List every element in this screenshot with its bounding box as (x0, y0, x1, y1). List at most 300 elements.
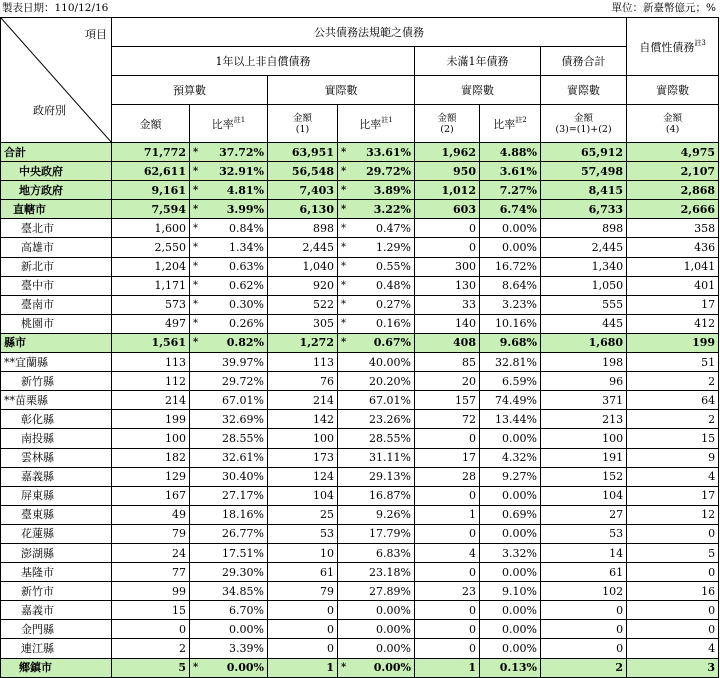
actual-ratio-cell (338, 295, 415, 314)
table-row (1, 543, 719, 562)
budget-amount-cell: 1,600 (112, 219, 190, 238)
row-label: 連江縣 (1, 639, 112, 658)
star-mark: * (193, 280, 198, 292)
star-mark: * (341, 299, 346, 311)
actual-header-3: 實際數 (541, 76, 627, 105)
budget-ratio-cell (190, 353, 268, 372)
actual-ratio-cell (338, 658, 415, 677)
star-mark: * (341, 662, 347, 674)
budget-amount-cell: 5 (112, 658, 190, 677)
ratio-value: 32.61% (222, 451, 264, 465)
ratio-value: 3.89% (373, 183, 411, 197)
ratio-value: 39.97% (222, 355, 264, 369)
table-row (1, 219, 719, 238)
budget-amount-cell: 100 (112, 429, 190, 448)
budget-amount-cell: 182 (112, 448, 190, 467)
star-mark: * (341, 261, 346, 273)
budget-ratio-cell (190, 639, 268, 658)
short-ratio-cell: 0.00% (480, 563, 541, 582)
self-liq-amount-cell: 199 (627, 333, 719, 352)
actual-amount-cell: 104 (268, 486, 338, 505)
actual-amount-cell: 0 (268, 639, 338, 658)
budget-amount-cell: 24 (112, 543, 190, 562)
table-row (1, 639, 719, 658)
actual-amount-cell: 920 (268, 276, 338, 295)
actual-amount-cell: 113 (268, 353, 338, 372)
row-label: **宜蘭縣 (1, 353, 112, 372)
ratio-value: 23.18% (369, 565, 411, 579)
star-mark: * (193, 222, 198, 234)
short-amount-cell: 0 (415, 563, 480, 582)
budget-amount-cell: 2 (112, 639, 190, 658)
actual-ratio-cell (338, 543, 415, 562)
ratio-value: 32.69% (222, 412, 264, 426)
self-liq-amount-cell: 2 (627, 410, 719, 429)
star-mark: * (193, 318, 198, 330)
actual-ratio-cell (338, 372, 415, 391)
actual-amount-cell: 25 (268, 505, 338, 524)
ratio-value: 0.16% (376, 317, 411, 331)
budget-ratio-cell (190, 582, 268, 601)
ratio-value: 23.26% (369, 412, 411, 426)
total-amount-cell: 1,340 (541, 257, 627, 276)
table-row (1, 486, 719, 505)
table-row (1, 372, 719, 391)
row-label: 澎湖縣 (1, 543, 112, 562)
short-amount-cell: 1,962 (415, 143, 480, 162)
self-liq-amount-cell: 401 (627, 276, 719, 295)
actual-ratio-cell (338, 219, 415, 238)
budget-amount-header: 金額 (112, 105, 190, 143)
self-liq-amount-cell: 0 (627, 620, 719, 639)
actual-amount-cell: 173 (268, 448, 338, 467)
ratio-value: 4.81% (226, 183, 264, 197)
self-liq-amount-cell: 1,041 (627, 257, 719, 276)
ratio-value: 37.72% (219, 145, 264, 159)
star-mark: * (341, 203, 347, 215)
budget-amount-cell: 167 (112, 486, 190, 505)
budget-amount-cell: 99 (112, 582, 190, 601)
actual-ratio-cell (338, 162, 415, 181)
actual-amount-cell: 53 (268, 524, 338, 543)
actual-ratio-cell (338, 505, 415, 524)
actual-ratio-cell (338, 563, 415, 582)
row-label: 彰化縣 (1, 410, 112, 429)
short-ratio-cell: 4.88% (480, 143, 541, 162)
budget-ratio-cell (190, 601, 268, 620)
budget-ratio-cell (190, 372, 268, 391)
short-ratio-cell: 10.16% (480, 314, 541, 333)
short-ratio-cell: 3.61% (480, 162, 541, 181)
ratio-value: 20.20% (369, 374, 411, 388)
row-label: 合計 (1, 143, 112, 162)
row-label: 嘉義市 (1, 601, 112, 620)
table-row (1, 162, 719, 181)
star-mark: * (193, 146, 199, 158)
total-amount-cell: 198 (541, 353, 627, 372)
total-amount-cell: 898 (541, 219, 627, 238)
budget-amount-cell: 62,611 (112, 162, 190, 181)
total-amount-cell: 1,680 (541, 333, 627, 352)
budget-ratio-cell (190, 448, 268, 467)
budget-ratio-cell (190, 238, 268, 257)
row-label: 雲林縣 (1, 448, 112, 467)
self-liq-amount-cell: 0 (627, 563, 719, 582)
ratio-value: 0.00% (229, 622, 264, 636)
table-row (1, 314, 719, 333)
actual-amount-cell: 305 (268, 314, 338, 333)
short-ratio-cell: 9.27% (480, 467, 541, 486)
actual-amount-cell: 56,548 (268, 162, 338, 181)
ratio-value: 29.30% (222, 565, 264, 579)
star-mark: * (193, 299, 198, 311)
budget-ratio-cell (190, 543, 268, 562)
actual-amount-cell: 7,403 (268, 181, 338, 200)
actual-amount-cell: 522 (268, 295, 338, 314)
actual-ratio-cell (338, 353, 415, 372)
ratio-value: 0.30% (229, 298, 264, 312)
table-row (1, 143, 719, 162)
row-label: 臺中市 (1, 276, 112, 295)
budget-amount-cell: 112 (112, 372, 190, 391)
ratio-value: 3.99% (226, 202, 264, 216)
actual-ratio-cell (338, 467, 415, 486)
star-mark: * (193, 242, 198, 254)
actual-ratio-cell (338, 333, 415, 352)
ratio-value: 0.00% (376, 603, 411, 617)
self-liq-amount-cell: 9 (627, 448, 719, 467)
budget-ratio-cell (190, 658, 268, 677)
actual-amount-cell: 79 (268, 582, 338, 601)
actual-amount-cell: 6,130 (268, 200, 338, 219)
table-row (1, 333, 719, 352)
ratio-value: 31.11% (369, 451, 411, 465)
row-label: 直轄市 (1, 200, 112, 219)
star-mark: * (193, 337, 199, 349)
total-amount-cell: 14 (541, 543, 627, 562)
short-amount-cell: 33 (415, 295, 480, 314)
ratio-value: 33.61% (366, 145, 411, 159)
budget-ratio-cell (190, 505, 268, 524)
row-label: 屏東縣 (1, 486, 112, 505)
star-mark: * (193, 261, 198, 273)
self-liq-amount-cell: 16 (627, 582, 719, 601)
ratio-value: 67.01% (222, 393, 264, 407)
short-amount-cell: 0 (415, 524, 480, 543)
short-ratio-cell: 0.00% (480, 429, 541, 448)
total-amount-cell: 27 (541, 505, 627, 524)
self-liq-amount-cell: 2 (627, 372, 719, 391)
budget-amount-cell: 1,171 (112, 276, 190, 295)
short-ratio-cell: 0.13% (480, 658, 541, 677)
actual-amount-cell: 898 (268, 219, 338, 238)
budget-ratio-cell (190, 162, 268, 181)
total-amount-cell: 0 (541, 601, 627, 620)
row-label: 花蓮縣 (1, 524, 112, 543)
debt-table (0, 17, 719, 678)
actual-ratio-cell (338, 276, 415, 295)
total-amount-cell: 0 (541, 639, 627, 658)
row-label: 中央政府 (1, 162, 112, 181)
row-label: 地方政府 (1, 181, 112, 200)
self-liq-amount-cell: 17 (627, 486, 719, 505)
actual-ratio-cell (338, 582, 415, 601)
short-ratio-cell: 0.00% (480, 524, 541, 543)
ratio-value: 3.22% (373, 202, 411, 216)
self-liq-amount-cell: 4,975 (627, 143, 719, 162)
short-ratio-cell: 13.44% (480, 410, 541, 429)
actual-ratio-cell (338, 639, 415, 658)
short-ratio-cell: 0.69% (480, 505, 541, 524)
ratio-value: 29.72% (222, 374, 264, 388)
short-ratio-cell: 0.00% (480, 639, 541, 658)
short-amount-cell: 140 (415, 314, 480, 333)
row-label: **苗栗縣 (1, 391, 112, 410)
budget-ratio-cell (190, 257, 268, 276)
budget-amount-cell: 15 (112, 601, 190, 620)
short-ratio-cell: 0.00% (480, 219, 541, 238)
ratio-value: 0.55% (376, 260, 411, 274)
budget-ratio-cell (190, 200, 268, 219)
total-amount-cell: 371 (541, 391, 627, 410)
short-amount-cell: 4 (415, 543, 480, 562)
ratio-value: 0.84% (229, 221, 264, 235)
short-amount-cell: 157 (415, 391, 480, 410)
table-row (1, 410, 719, 429)
short-amount-cell: 0 (415, 429, 480, 448)
ratio-value: 1.34% (229, 241, 264, 255)
short-ratio-cell: 8.64% (480, 276, 541, 295)
table-row (1, 601, 719, 620)
budget-amount-cell: 199 (112, 410, 190, 429)
short-ratio-cell: 6.59% (480, 372, 541, 391)
actual-ratio-cell (338, 410, 415, 429)
star-mark: * (341, 184, 347, 196)
table-row (1, 505, 719, 524)
row-label: 南投縣 (1, 429, 112, 448)
total-amount-cell: 61 (541, 563, 627, 582)
ratio-value: 0.63% (229, 260, 264, 274)
public-debt-header: 公共債務法規範之債務 (112, 18, 627, 47)
ratio-value: 40.00% (369, 355, 411, 369)
table-row (1, 467, 719, 486)
actual-header-2: 實際數 (415, 76, 541, 105)
short-amount-cell: 0 (415, 620, 480, 639)
total-amount-header: 金額 (3)=(1)+(2) (541, 105, 627, 143)
budget-ratio-cell (190, 563, 268, 582)
star-mark: * (341, 146, 347, 158)
actual-amount-cell: 100 (268, 429, 338, 448)
budget-amount-cell: 79 (112, 524, 190, 543)
budget-ratio-cell (190, 295, 268, 314)
actual-ratio-cell (338, 448, 415, 467)
star-mark: * (193, 184, 199, 196)
short-amount-cell: 0 (415, 219, 480, 238)
budget-amount-cell: 77 (112, 563, 190, 582)
self-liq-amount-cell: 17 (627, 295, 719, 314)
star-mark: * (341, 318, 346, 330)
short-amount-cell: 1 (415, 658, 480, 677)
ratio-value: 28.55% (369, 431, 411, 445)
total-amount-cell: 102 (541, 582, 627, 601)
table-row (1, 563, 719, 582)
budget-amount-cell: 1,204 (112, 257, 190, 276)
actual-ratio-cell (338, 486, 415, 505)
self-liq-amount-cell: 64 (627, 391, 719, 410)
budget-amount-cell: 7,594 (112, 200, 190, 219)
star-mark: * (341, 337, 347, 349)
row-label: 鄉鎮市 (1, 658, 112, 677)
row-label: 金門縣 (1, 620, 112, 639)
corner-header (1, 18, 112, 143)
table-row (1, 658, 719, 677)
self-liq-amount-cell: 3 (627, 658, 719, 677)
actual-header: 實際數 (268, 76, 415, 105)
total-amount-cell: 8,415 (541, 181, 627, 200)
actual-amount-cell: 63,951 (268, 143, 338, 162)
actual-ratio-cell (338, 143, 415, 162)
ratio-value: 26.77% (222, 527, 264, 541)
self-liquidating-header: 自償性債務$^{註3}$ (627, 18, 719, 76)
actual-ratio-cell (338, 601, 415, 620)
total-amount-cell: 2 (541, 658, 627, 677)
self-liq-amount-header: 金額 (4) (627, 105, 719, 143)
ratio-value: 0.00% (376, 641, 411, 655)
actual-amount-cell: 1 (268, 658, 338, 677)
budget-amount-cell: 49 (112, 505, 190, 524)
short-amount-cell: 300 (415, 257, 480, 276)
self-liq-amount-cell: 15 (627, 429, 719, 448)
table-row (1, 524, 719, 543)
budget-ratio-cell (190, 486, 268, 505)
self-liq-amount-cell: 2,666 (627, 200, 719, 219)
actual-amount-cell: 1,040 (268, 257, 338, 276)
actual-amount-cell: 0 (268, 620, 338, 639)
budget-ratio-header: 比率$^{註1}$ (190, 105, 268, 143)
short-amount-cell: 85 (415, 353, 480, 372)
short-amount-cell: 950 (415, 162, 480, 181)
short-amount-cell: 408 (415, 333, 480, 352)
budget-ratio-cell (190, 429, 268, 448)
total-debt-header: 債務合計 (541, 47, 627, 76)
ratio-value: 27.17% (222, 489, 264, 503)
actual-amount-cell: 76 (268, 372, 338, 391)
ratio-value: 29.72% (366, 164, 411, 178)
star-mark: * (193, 203, 199, 215)
self-liq-amount-cell: 0 (627, 524, 719, 543)
budget-ratio-cell (190, 524, 268, 543)
ratio-value: 0.00% (226, 661, 264, 675)
total-amount-cell: 445 (541, 314, 627, 333)
actual-amount-cell: 214 (268, 391, 338, 410)
budget-ratio-cell (190, 410, 268, 429)
item-label: 項目 (85, 28, 107, 41)
self-liq-amount-cell: 4 (627, 639, 719, 658)
short-ratio-cell: 7.27% (480, 181, 541, 200)
row-label: 臺北市 (1, 219, 112, 238)
short-amount-cell: 1,012 (415, 181, 480, 200)
row-label: 高雄市 (1, 238, 112, 257)
total-amount-cell: 0 (541, 620, 627, 639)
row-label: 臺東縣 (1, 505, 112, 524)
table-row (1, 257, 719, 276)
short-amount-cell: 1 (415, 505, 480, 524)
ratio-value: 16.87% (369, 489, 411, 503)
budget-header: 預算數 (112, 76, 268, 105)
row-label: 嘉義縣 (1, 467, 112, 486)
over-one-year-header: 1年以上非自償債務 (112, 47, 415, 76)
total-amount-cell: 6,733 (541, 200, 627, 219)
ratio-value: 6.83% (376, 546, 411, 560)
ratio-value: 17.51% (222, 546, 264, 560)
total-amount-cell: 96 (541, 372, 627, 391)
short-ratio-cell: 4.32% (480, 448, 541, 467)
short-ratio-cell: 32.81% (480, 353, 541, 372)
budget-amount-cell: 9,161 (112, 181, 190, 200)
table-row (1, 353, 719, 372)
actual-amount-cell: 1,272 (268, 333, 338, 352)
ratio-value: 6.70% (229, 603, 264, 617)
self-liq-amount-cell: 12 (627, 505, 719, 524)
short-ratio-cell: 9.68% (480, 333, 541, 352)
short-amount-cell: 20 (415, 372, 480, 391)
ratio-value: 17.79% (369, 527, 411, 541)
self-liq-amount-cell: 0 (627, 601, 719, 620)
star-mark: * (341, 165, 347, 177)
total-amount-cell: 57,498 (541, 162, 627, 181)
table-row (1, 448, 719, 467)
actual-ratio-cell (338, 238, 415, 257)
short-ratio-cell: 74.49% (480, 391, 541, 410)
ratio-value: 3.39% (229, 641, 264, 655)
row-label: 縣市 (1, 333, 112, 352)
budget-amount-cell: 214 (112, 391, 190, 410)
total-amount-cell: 100 (541, 429, 627, 448)
self-liq-amount-cell: 436 (627, 238, 719, 257)
short-ratio-header: 比率$^{註2}$ (480, 105, 541, 143)
row-label: 新北市 (1, 257, 112, 276)
budget-ratio-cell (190, 181, 268, 200)
actual-header-4: 實際數 (627, 76, 719, 105)
self-liq-amount-cell: 2,868 (627, 181, 719, 200)
short-amount-cell: 0 (415, 238, 480, 257)
total-amount-cell: 152 (541, 467, 627, 486)
actual-amount-cell: 124 (268, 467, 338, 486)
short-amount-cell: 130 (415, 276, 480, 295)
star-mark: * (341, 242, 346, 254)
short-ratio-cell: 16.72% (480, 257, 541, 276)
budget-amount-cell: 573 (112, 295, 190, 314)
total-amount-cell: 65,912 (541, 143, 627, 162)
table-row (1, 429, 719, 448)
table-unit: 單位：新臺幣億元；% (611, 2, 716, 14)
actual-amount-cell: 2,445 (268, 238, 338, 257)
total-amount-cell: 1,050 (541, 276, 627, 295)
budget-ratio-cell (190, 219, 268, 238)
ratio-value: 0.27% (376, 298, 411, 312)
actual-amount-header: 金額 (1) (268, 105, 338, 143)
table-date: 製表日期：110/12/16 (2, 2, 109, 14)
ratio-value: 29.13% (369, 470, 411, 484)
short-ratio-cell: 3.23% (480, 295, 541, 314)
row-label: 新竹縣 (1, 372, 112, 391)
total-amount-cell: 213 (541, 410, 627, 429)
actual-ratio-cell (338, 620, 415, 639)
row-label: 新竹市 (1, 582, 112, 601)
actual-ratio-cell (338, 524, 415, 543)
table-row (1, 582, 719, 601)
total-amount-cell: 555 (541, 295, 627, 314)
